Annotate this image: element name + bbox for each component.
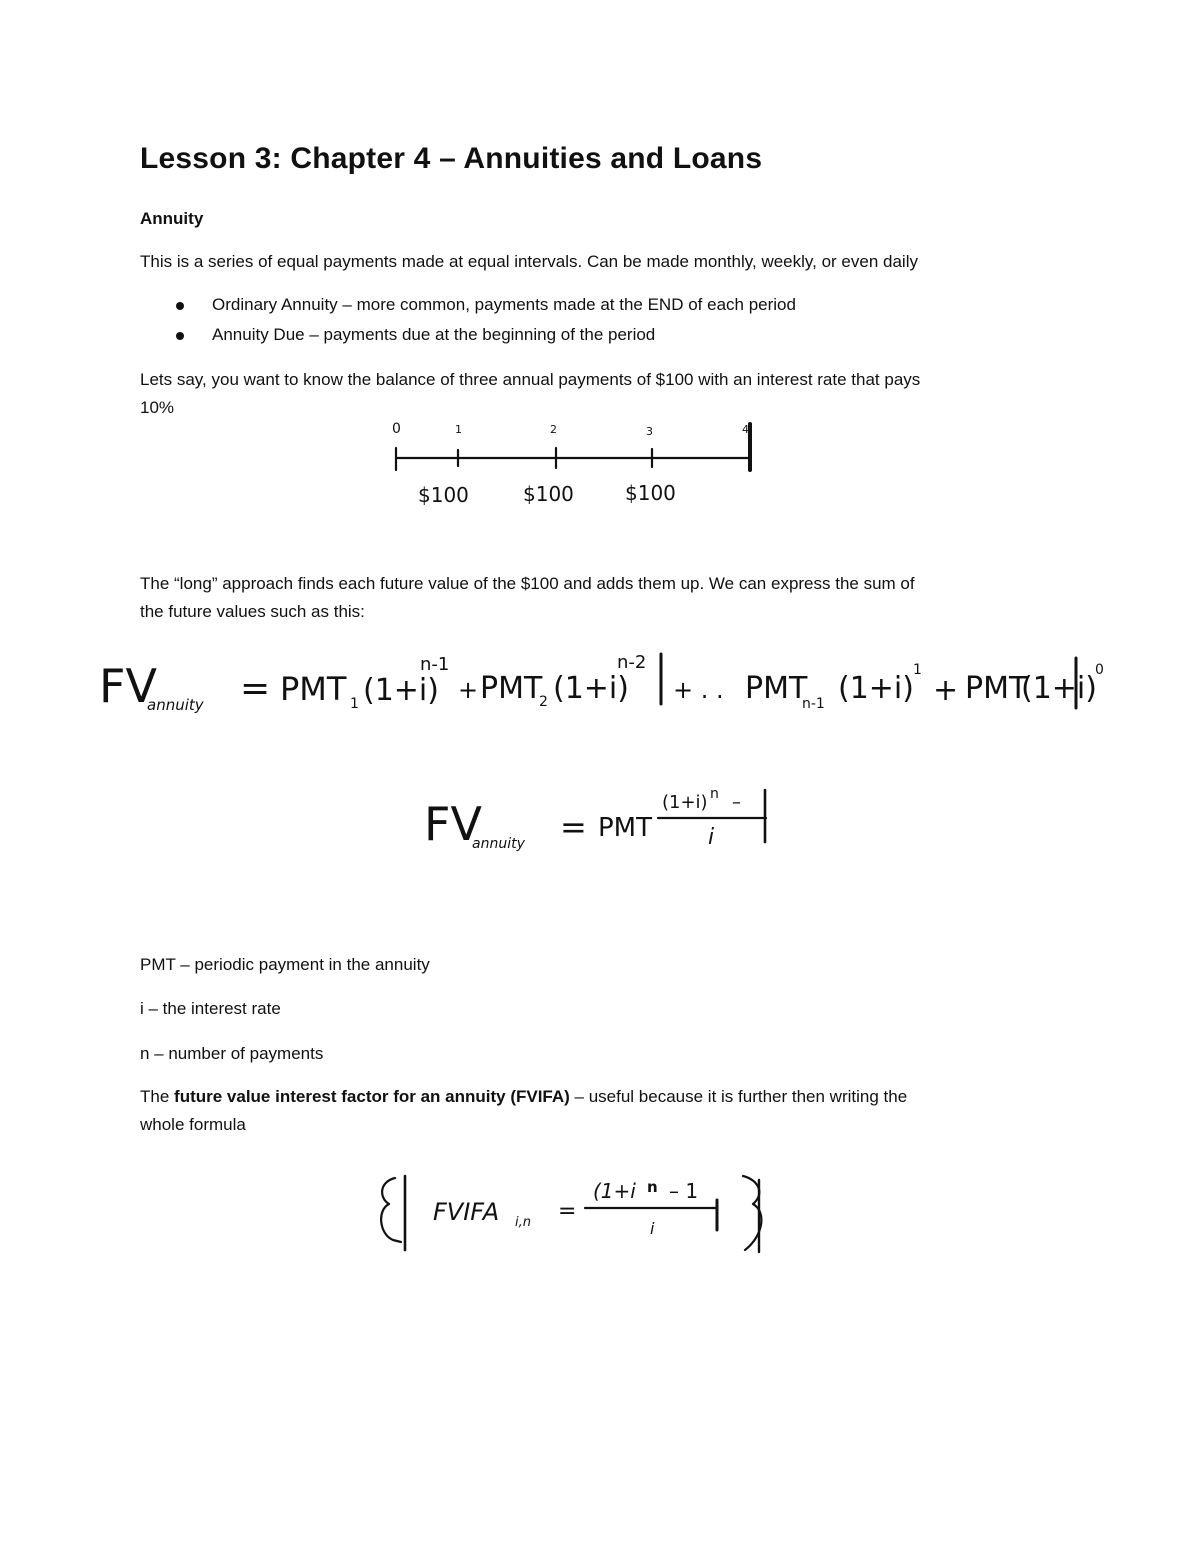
fvifa-line-1 [140, 1083, 1070, 1111]
formula-plus: + [933, 673, 959, 708]
formula-numerator: (1+i) [662, 792, 708, 813]
formula-lhs: FVIFA [433, 1198, 500, 1226]
definition-n: n – number of payments [140, 1044, 324, 1063]
formula-plus: + [458, 676, 479, 704]
page-title: Lesson 3: Chapter 4 – Annuities and Loans [140, 142, 763, 175]
formula-plus: + . . [673, 676, 724, 704]
long-fv-formula [95, 640, 1115, 740]
timeline-payment-label: $100 [523, 482, 574, 506]
example-line-1: Lets say, you want to know the balance of three annual payments of $100 with an interest rate that pays [140, 370, 921, 389]
example-line-2: 10% [140, 398, 175, 417]
formula-term: PMT [480, 671, 543, 706]
formula-equals: = [558, 1199, 577, 1224]
formula-paren: (1+i) [838, 671, 914, 706]
long-approach-paragraph [140, 570, 1070, 626]
formula-equals: = [560, 808, 587, 846]
fvifa-paragraph [140, 1083, 1070, 1139]
formula-subscript: 1 [350, 696, 359, 712]
bullet-icon [176, 302, 184, 310]
formula-paren: (1+i) [363, 673, 439, 708]
formula-lhs-subscript: annuity [147, 696, 204, 714]
formula-paren: (1+i) [1021, 671, 1097, 706]
formula-subscript: 2 [539, 694, 548, 710]
formula-term: PMT [280, 670, 347, 708]
formula-equals: = [240, 668, 271, 709]
formula-numerator: (1+i [593, 1179, 636, 1203]
list-item-text: Annuity Due – payments due at the beginning of the period [212, 325, 656, 344]
fvifa-suffix: – useful because it is further then writing the [569, 1087, 908, 1106]
timeline-axis [396, 424, 750, 470]
formula-denominator: i [708, 825, 715, 850]
timeline-payment-label: $100 [418, 483, 469, 507]
formula-lhs-subscript: i,n [515, 1215, 531, 1230]
list-item-text: Ordinary Annuity – more common, payments made at the END of each period [212, 295, 796, 314]
fvifa-formula [375, 1170, 775, 1265]
formula-lhs-subscript: annuity [472, 836, 525, 852]
bullet-icon [176, 332, 184, 340]
timeline-tick-label: 4 [742, 423, 749, 436]
formula-exponent: n [647, 1178, 658, 1196]
formula-lhs: FV [424, 797, 482, 851]
formula-term: PMT [745, 671, 808, 706]
formula-paren: (1+i) [553, 671, 629, 706]
formula-term: PMT [965, 671, 1028, 706]
fvifa-line-2: whole formula [140, 1115, 246, 1134]
list-item [140, 321, 796, 351]
list-item [140, 291, 796, 321]
formula-lhs: FV [99, 659, 157, 713]
intro-paragraph: This is a series of equal payments made at equal intervals. Can be made monthly, weekly, or even daily [140, 252, 918, 271]
formula-exponent: n-1 [420, 654, 450, 675]
timeline-tick-label: 2 [550, 423, 557, 436]
fvifa-prefix: The [140, 1087, 175, 1106]
short-fv-formula [420, 780, 800, 880]
definition-i: i – the interest rate [140, 999, 281, 1018]
timeline-tick-label: 0 [392, 421, 401, 437]
section-heading: Annuity [140, 209, 204, 228]
formula-denominator: i [650, 1219, 655, 1238]
left-brace-icon [381, 1178, 401, 1242]
formula-pmt: PMT [598, 813, 652, 843]
annuity-types-list [140, 291, 796, 351]
long-approach-line-2: the future values such as this: [140, 602, 365, 621]
formula-exponent: n-2 [617, 652, 647, 673]
formula-exponent: 0 [1095, 662, 1104, 678]
formula-exponent: n [710, 786, 719, 802]
formula-minus: – 1 [669, 1179, 699, 1203]
formula-minus: – [732, 792, 741, 813]
formula-exponent: 1 [913, 662, 922, 678]
payment-timeline [370, 412, 770, 512]
timeline-tick-label: 1 [455, 423, 462, 436]
definition-pmt: PMT – periodic payment in the annuity [140, 955, 430, 974]
formula-subscript: n-1 [802, 696, 825, 712]
timeline-tick-label: 3 [646, 425, 653, 438]
fvifa-term: future value interest factor for an annuity (FVIFA) [174, 1087, 570, 1106]
timeline-payment-label: $100 [625, 481, 676, 505]
long-approach-line-1: The “long” approach finds each future value of the $100 and adds them up. We can express the sum of [140, 574, 915, 593]
